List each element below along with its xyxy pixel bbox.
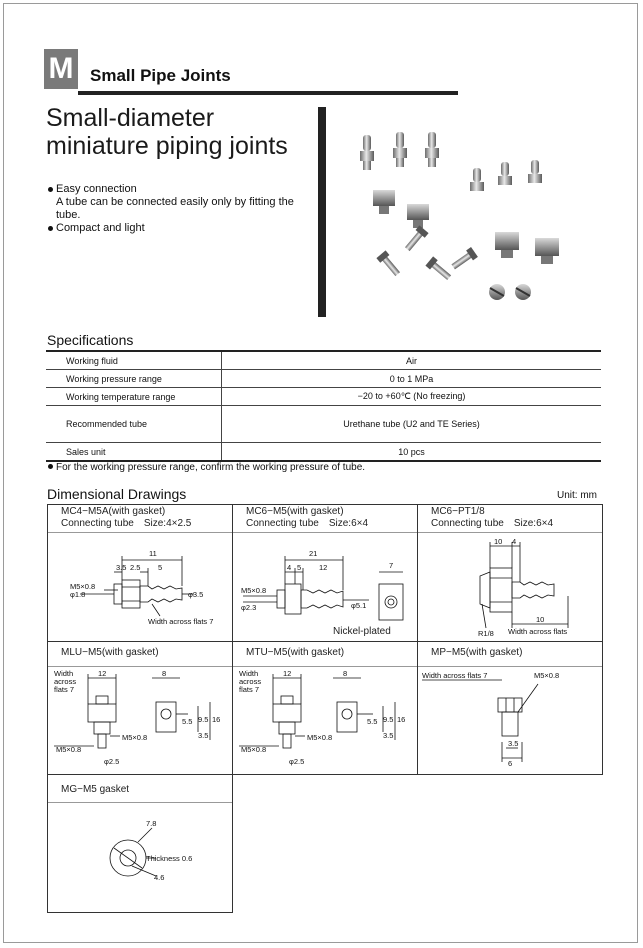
flats-label: flats 7 (54, 685, 75, 694)
table-row (46, 351, 601, 370)
thread-label: M5×0.8 (241, 745, 267, 754)
drawing-title: MP−M5(with gasket) (431, 647, 523, 658)
drawing-svg (48, 666, 232, 774)
dim-label: 10 (494, 537, 503, 546)
flats-label: Width (54, 669, 74, 678)
drawing-caption (61, 647, 159, 659)
bore-label: φ2.3 (241, 603, 257, 612)
spec-value: 0 to 1 MPa (222, 370, 602, 388)
drawing-caption (431, 647, 522, 659)
drawing-svg (233, 666, 417, 774)
specifications-heading: Specifications (47, 332, 134, 348)
dim-label: 16 (212, 715, 221, 724)
dim-label: 12 (319, 563, 328, 572)
dim-label: 8 (162, 669, 167, 678)
drawing-svg (418, 666, 602, 774)
drawing-mlu-m5 (47, 641, 233, 775)
flats-label: across (54, 677, 77, 686)
dim-label: 6 (508, 759, 513, 768)
drawing-subtitle: Connecting tube Size:6×4 (246, 518, 369, 529)
bore-label: φ2.5 (104, 757, 120, 766)
dim-label: 16 (397, 715, 406, 724)
spec-key: Recommended tube (46, 406, 222, 443)
section-badge: M (44, 49, 78, 89)
drawing-title: MC4−M5A(with gasket) (61, 506, 166, 517)
drawing-caption (246, 647, 344, 659)
dim-label: 7.8 (146, 819, 157, 828)
drawing-caption (246, 506, 368, 530)
table-row (46, 406, 601, 443)
thread-label: M5×0.8 (534, 671, 560, 680)
dim-label: 5.5 (182, 717, 193, 726)
flats-label: flats 7 (239, 685, 260, 694)
drawing-mc6-pt18 (417, 504, 603, 642)
spec-note: For the working pressure range, confirm the working pressure of tube. (48, 462, 365, 473)
bore-label: φ1.8 (70, 590, 86, 599)
drawing-caption (431, 506, 553, 530)
product-photo (345, 120, 585, 310)
drawing-subtitle: Connecting tube Size:4×2.5 (61, 518, 192, 529)
fitting-straight-group (360, 132, 542, 191)
drawing-title: MLU−M5(with gasket) (61, 647, 159, 658)
feature-detail: A tube can be connected easily only by fitting the (56, 196, 294, 208)
thread-label: R1/8 (478, 629, 494, 638)
dim-label: 9.5 (198, 715, 209, 724)
thread-label: M5×0.8 (70, 582, 96, 591)
drawing-mg-m5 (47, 774, 233, 913)
plug-group (489, 284, 531, 300)
flats-label: across (239, 677, 262, 686)
dim-label: 12 (98, 669, 107, 678)
title-divider (318, 107, 326, 317)
drawing-title: MTU−M5(with gasket) (246, 647, 345, 658)
feature-item: Easy connection (48, 183, 318, 196)
dim-label: 5 (297, 563, 302, 572)
drawing-svg (48, 532, 232, 641)
thread-label: M5×0.8 (307, 733, 333, 742)
title-line-1: Small-diameter (46, 104, 215, 132)
section-rule (78, 91, 458, 95)
table-row (46, 370, 601, 388)
tube-od-label: φ5.1 (351, 601, 367, 610)
spec-value: Urethane tube (U2 and TE Series) (222, 406, 602, 443)
dim-label: 4 (512, 537, 517, 546)
spec-key: Sales unit (46, 443, 222, 462)
dim-label: 12 (283, 669, 292, 678)
table-row (46, 388, 601, 406)
drawing-mc4-m5a (47, 504, 233, 642)
page-title (46, 104, 288, 160)
drawings-heading: Dimensional Drawings (47, 486, 187, 502)
unit-label: Unit: mm (557, 490, 597, 501)
table-row (46, 443, 601, 462)
flats-label: Width across flats 7 (422, 671, 488, 680)
dim-label: 3.5 (383, 731, 394, 740)
dim-label: 8 (343, 669, 348, 678)
thread-label: M5×0.8 (122, 733, 148, 742)
feature-list (48, 183, 318, 235)
dim-label: 5 (158, 563, 163, 572)
thickness-label: Thickness 0.6 (146, 854, 193, 863)
spec-value: 10 pcs (222, 443, 602, 462)
drawing-caption (61, 506, 191, 530)
dim-label: 4 (287, 563, 292, 572)
feature-item: Compact and light (48, 222, 318, 235)
drawing-caption (61, 784, 129, 796)
fitting-angled-group (376, 225, 478, 282)
dim-label: 7 (389, 561, 394, 570)
spec-value: −20 to +60℃ (No freezing) (222, 388, 602, 406)
section-title: Small Pipe Joints (90, 66, 231, 85)
bore-label: φ2.5 (289, 757, 305, 766)
title-line-2: miniature piping joints (46, 132, 288, 160)
drawing-svg (233, 532, 417, 641)
dim-label: 3.5 (116, 563, 127, 572)
thread-label: M5×0.8 (56, 745, 82, 754)
dim-label: 2.5 (130, 563, 141, 572)
dim-label: 4.6 (154, 873, 165, 882)
tube-od-label: φ3.5 (188, 590, 204, 599)
dim-label: 10 (536, 615, 545, 624)
finish-label: Nickel-plated (333, 626, 391, 637)
spec-key: Working fluid (46, 351, 222, 370)
dim-label: 3.5 (198, 731, 209, 740)
drawing-title: MG−M5 gasket (61, 784, 130, 795)
spec-key: Working temperature range (46, 388, 222, 406)
spec-value: Air (222, 351, 602, 370)
drawing-svg (418, 532, 602, 641)
dim-label: 5.5 (367, 717, 378, 726)
flats-label: Width (239, 669, 259, 678)
drawing-mp-m5 (417, 641, 603, 775)
thread-label: M5×0.8 (241, 586, 267, 595)
drawing-mc6-m5 (232, 504, 418, 642)
dim-label: 9.5 (383, 715, 394, 724)
drawing-subtitle: Connecting tube Size:6×4 (431, 518, 554, 529)
drawing-mtu-m5 (232, 641, 418, 775)
drawing-title: MC6−M5(with gasket) (246, 506, 344, 517)
dim-overall-length: 21 (309, 549, 318, 558)
spec-key: Working pressure range (46, 370, 222, 388)
fitting-elbow-group (373, 190, 559, 264)
drawing-svg (48, 802, 232, 912)
specifications-table (46, 350, 601, 462)
drawing-title: MC6−PT1/8 (431, 506, 485, 517)
dim-label: 3.5 (508, 739, 519, 748)
flats-label: Width across flats 7 (148, 617, 214, 626)
dim-overall-length: 11 (149, 549, 157, 558)
feature-detail: tube. (56, 209, 81, 221)
flats-label: Width across flats (508, 627, 568, 636)
